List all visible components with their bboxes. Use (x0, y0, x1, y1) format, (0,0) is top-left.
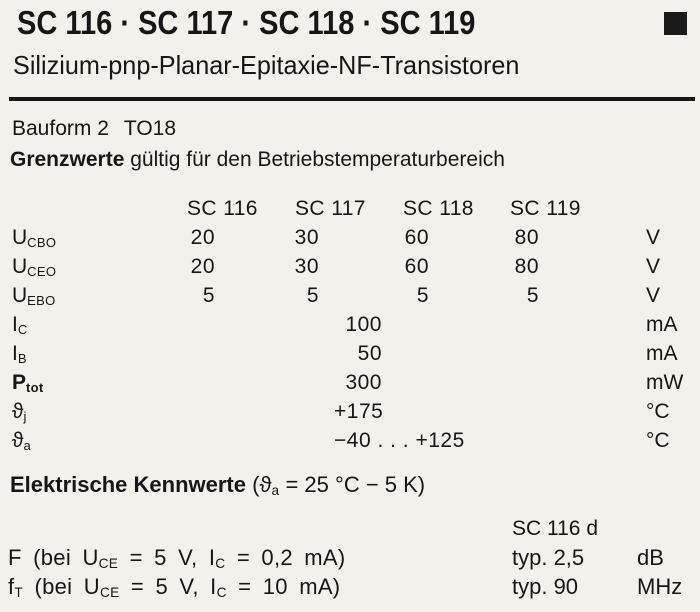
limit-value: 30 (294, 226, 319, 249)
column-header: SC 117 (295, 197, 366, 220)
table-row (0, 574, 700, 602)
limit-value: 100 (345, 313, 382, 336)
table-row (0, 226, 700, 253)
bauform-label: Bauform 2 (12, 117, 109, 140)
limit-value: 5 (416, 284, 429, 307)
limit-value: 80 (514, 226, 539, 249)
kennwerte-column-header: SC 116 d (512, 517, 598, 540)
table-row (0, 284, 700, 311)
unit-label: dB (637, 545, 664, 570)
param-symbol: IB (12, 342, 27, 366)
column-header: SC 119 (510, 197, 581, 220)
limits-table-header (0, 197, 700, 223)
column-header: SC 116 (187, 197, 258, 220)
limit-value: 5 (202, 284, 215, 307)
table-row (0, 255, 700, 282)
unit-label: V (646, 284, 661, 307)
kennwerte-section-heading: Elektrische Kennwerte (ϑa = 25 °C − 5 K) (10, 472, 426, 498)
limit-value: 60 (404, 226, 429, 249)
page-title: SC 116 · SC 117 · SC 118 · SC 119 (17, 4, 476, 41)
limit-value: 50 (357, 342, 382, 365)
limit-value: 80 (514, 255, 539, 278)
unit-label: °C (646, 429, 670, 452)
limit-value: +175 (334, 400, 384, 423)
table-row (0, 371, 700, 398)
table-row (0, 429, 700, 456)
limit-value: 20 (190, 226, 215, 249)
condition-text: F (bei UCE = 5 V, IC = 0,2 mA) (8, 545, 346, 571)
param-symbol: ϑj (12, 400, 27, 424)
condition-text: fT (bei UCE = 5 V, IC = 10 mA) (8, 574, 341, 600)
column-header: SC 118 (403, 197, 474, 220)
typ-value: typ. 2,5 (512, 545, 585, 570)
limit-value: 30 (294, 255, 319, 278)
page-subtitle: Silizium-pnp-Planar-Epitaxie-NF-Transistoren (13, 50, 520, 80)
param-symbol: UCEO (12, 255, 57, 279)
param-symbol: ϑa (12, 429, 32, 453)
table-row (0, 342, 700, 369)
limit-value: 5 (526, 284, 539, 307)
table-row (0, 545, 700, 573)
table-row (0, 313, 700, 340)
unit-label: V (646, 226, 661, 249)
unit-label: mW (646, 371, 684, 394)
unit-label: MHz (637, 574, 683, 599)
unit-label: °C (646, 400, 670, 423)
limits-section-heading: Grenzwerte gültig für den Betriebstemperaturbereich (10, 148, 505, 171)
limit-value: 300 (345, 371, 382, 394)
param-symbol: UEBO (12, 284, 56, 308)
limit-value: 20 (190, 255, 215, 278)
unit-label: V (646, 255, 661, 278)
param-symbol: Ptot (12, 371, 44, 395)
limit-value: 60 (404, 255, 429, 278)
bauform-package: TO18 (123, 117, 177, 140)
limit-value: −40 . . . +125 (334, 429, 465, 452)
limit-value: 5 (306, 284, 319, 307)
corner-marker-square-icon (664, 12, 687, 35)
table-row (0, 400, 700, 427)
bauform-line (12, 117, 176, 141)
divider-rule (9, 97, 695, 101)
typ-value: typ. 90 (512, 574, 579, 599)
param-symbol: UCBO (12, 226, 57, 250)
param-symbol: IC (12, 313, 28, 337)
unit-label: mA (646, 342, 678, 365)
unit-label: mA (646, 313, 678, 336)
